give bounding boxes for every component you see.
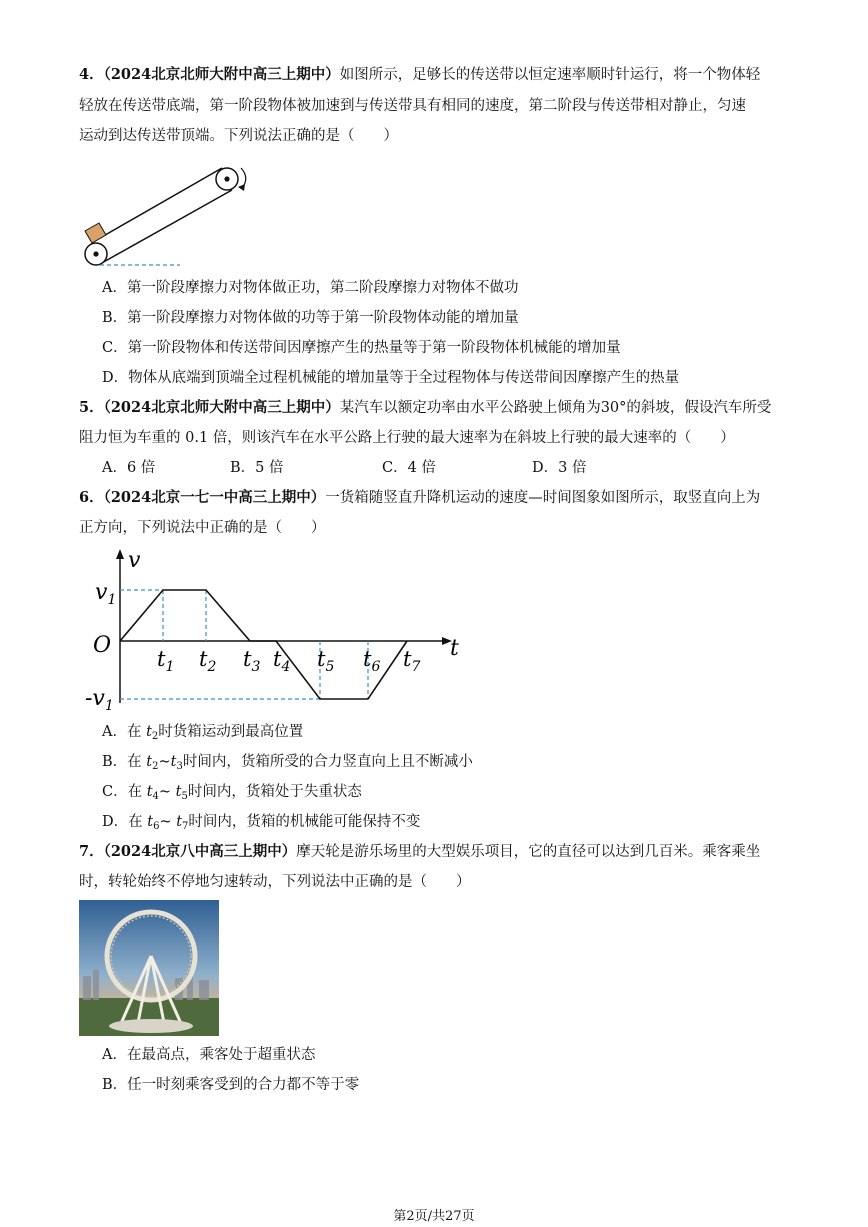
q7-option-a[interactable]: A．在最高点，乘客处于超重状态: [102, 1047, 316, 1063]
tick-t6: $t_6$: [363, 647, 381, 675]
q7-line-2: 时，转轮始终不停地匀速转动，下列说法中正确的是（ ）: [79, 874, 471, 890]
ferris-wheel-photo: [79, 900, 219, 1036]
q4-option-a[interactable]: A．第一阶段摩擦力对物体做正功，第二阶段摩擦力对物体不做功: [102, 280, 519, 296]
q6-number: 6．: [79, 489, 104, 506]
tick-t4: $t_4$: [273, 647, 291, 675]
v1-label: $v_1$: [95, 580, 117, 608]
page-footer: 第2页/共27页: [393, 1209, 475, 1224]
q5-option-d[interactable]: D．3 倍: [532, 460, 587, 476]
neg-v1-label: $-v_1$: [85, 686, 114, 714]
q4-option-c[interactable]: C．第一阶段物体和传送带间因摩擦产生的热量等于第一阶段物体机械能的增加量: [102, 340, 621, 356]
q6-option-c[interactable]: C．在 $t_4\sim$ $t_5$时间内，货箱处于失重状态: [102, 784, 362, 802]
conveyor-belt-diagram: [78, 158, 268, 273]
tick-t3: $t_3$: [243, 647, 261, 675]
q7-text-1: 摩天轮是游乐场里的大型娱乐项目，它的直径可以达到几百米。乘客乘坐: [296, 844, 761, 860]
q6-line-1: [79, 488, 760, 508]
v-axis-label: v: [128, 548, 141, 573]
q5-angle: 30°: [600, 400, 627, 416]
dashed-guides: [120, 590, 368, 699]
box-on-belt: [85, 223, 106, 243]
q6-text-1: 一货箱随竖直升降机运动的速度—时间图象如图所示，取竖直向上为: [325, 490, 761, 506]
q5-number: 5．: [79, 399, 104, 416]
tick-t1: $t_1$: [157, 647, 175, 675]
q5-option-a[interactable]: A．6 倍: [102, 460, 156, 476]
q4-option-d[interactable]: D．物体从底端到顶端全过程机械能的增加量等于全过程物体与传送带间因摩擦产生的热量: [102, 370, 680, 386]
q7-number: 7．: [79, 843, 104, 860]
q4-line-2: 轻放在传送带底端，第一阶段物体被加速到与传送带具有相同的速度，第二阶段与传送带相对静止，匀速: [79, 98, 746, 114]
q7-source: （2024北京八中高三上期中）: [103, 843, 297, 860]
q4-number: 4．: [79, 66, 104, 83]
tick-t5: $t_5$: [317, 647, 335, 675]
q4-option-b[interactable]: B．第一阶段摩擦力对物体做的功等于第一阶段物体动能的增加量: [102, 310, 519, 326]
q4-line-3: 运动到达传送带顶端。下列说法正确的是（ ）: [79, 128, 398, 144]
q6-option-d[interactable]: D．在 $t_6\sim$ $t_7$时间内，货箱的机械能可能保持不变: [102, 814, 421, 832]
tick-t2: $t_2$: [199, 647, 217, 675]
q7-line-1: [79, 842, 760, 862]
tick-t7: $t_7$: [403, 647, 421, 675]
q5-line-2: 阻力恒为车重的 0.1 倍，则该汽车在水平公路上行驶的最大速率为在斜坡上行驶的最大速率的（ ）: [79, 430, 735, 446]
q6-option-a[interactable]: A．在 $t_2$时货箱运动到最高位置: [102, 724, 304, 742]
q6-source: （2024北京一七一中高三上期中）: [103, 489, 326, 506]
q5-line-1: [79, 398, 771, 418]
q5-text-1a: 某汽车以额定功率由水平公路驶上倾角为: [339, 400, 601, 416]
q6-line-2: 正方向，下列说法中正确的是（ ）: [79, 520, 326, 536]
q5-source: （2024北京北师大附中高三上期中）: [103, 399, 340, 416]
q5-option-c[interactable]: C．4 倍: [382, 460, 436, 476]
t-axis-label: t: [450, 636, 459, 661]
q5-text-1b: 的斜坡，假设汽车所受: [626, 400, 772, 416]
velocity-time-graph: [85, 545, 470, 715]
q4-source: （2024北京北师大附中高三上期中）: [103, 66, 340, 83]
belt: [93, 168, 232, 264]
q4-text-1: 如图所示，足够长的传送带以恒定速率顺时针运行，将一个物体轻: [339, 67, 761, 83]
origin-label: O: [93, 633, 112, 658]
q7-option-b[interactable]: B．任一时刻乘客受到的合力都不等于零: [102, 1077, 360, 1093]
q6-option-b[interactable]: B．在 $t_2\sim t_3$时间内，货箱所受的合力竖直向上且不断减小: [102, 754, 473, 772]
q5-option-b[interactable]: B．5 倍: [230, 460, 284, 476]
q4-line-1: [79, 65, 760, 85]
